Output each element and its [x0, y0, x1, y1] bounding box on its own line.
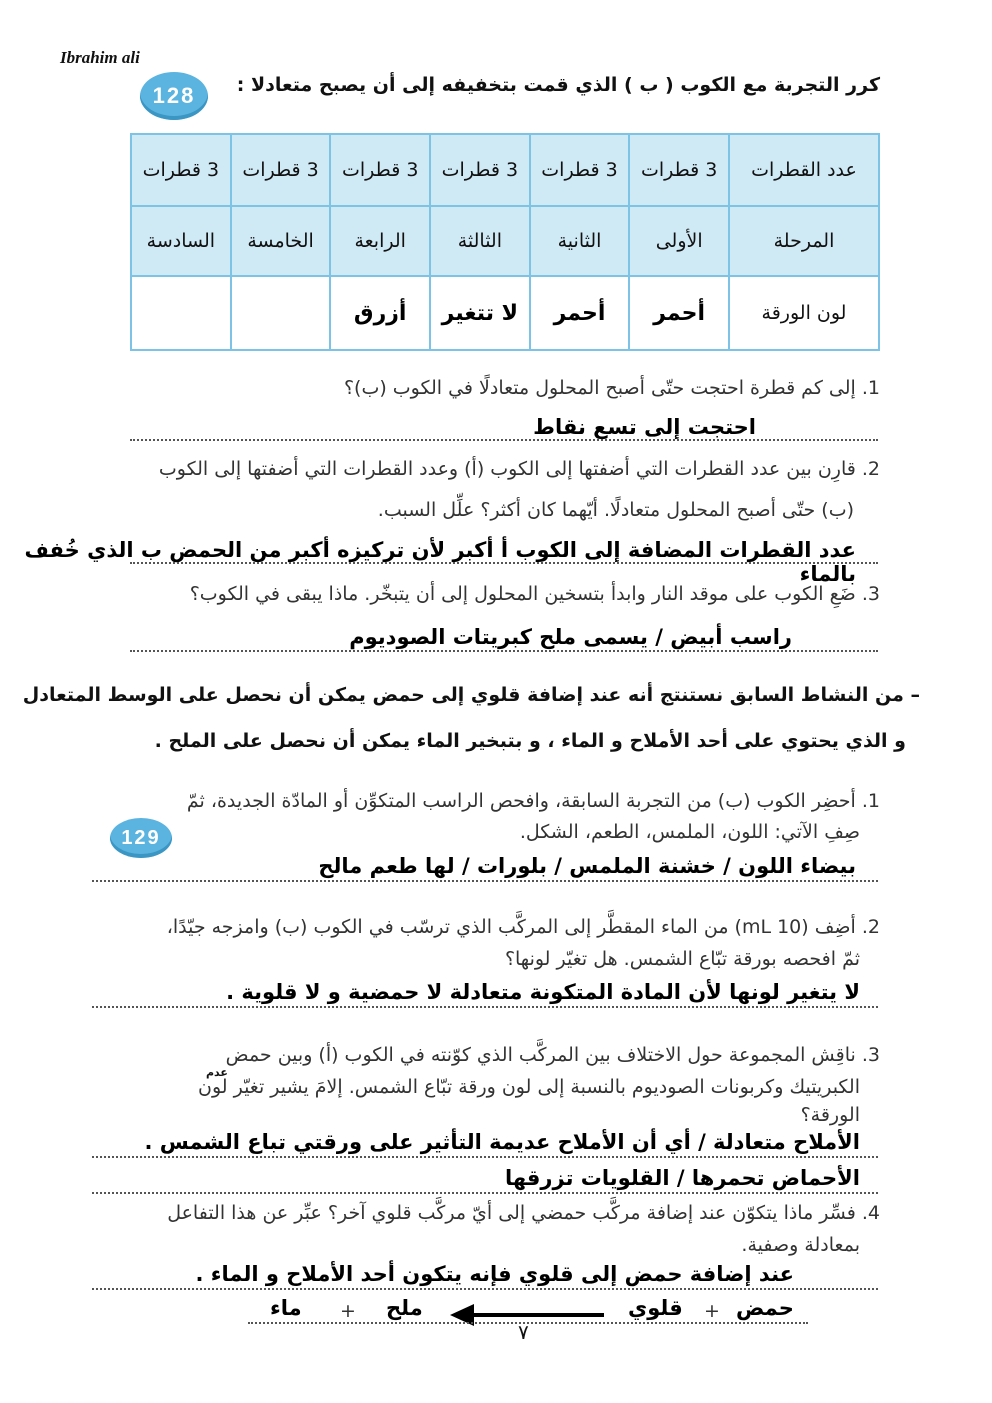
- equation-base: قلوي: [628, 1296, 683, 1320]
- answer-line: [92, 1288, 878, 1290]
- table-cell: الخامسة: [231, 206, 331, 276]
- question-1: 1. إلى كم قطرة احتجت حتّى أصبح المحلول متعادلًا في الكوب (ب)؟: [343, 377, 880, 399]
- table-answer-cell: [231, 276, 331, 350]
- table-row-color: [131, 276, 879, 350]
- table-cell: الثانية: [530, 206, 630, 276]
- table-answer-cell: [131, 276, 231, 350]
- question2-4-line-1: 4. فسِّر ماذا يتكوّن عند إضافة مركَّب حمضي إلى أيّ مركَّب قلوي آخر؟ عبِّر عن هذا التفاعل: [167, 1202, 880, 1224]
- table-cell: 3 قطرات: [231, 134, 331, 206]
- activity-table: [130, 133, 880, 351]
- table-header-stage: المرحلة: [729, 206, 879, 276]
- page-badge-129: 129: [110, 818, 172, 858]
- author-name: Ibrahim ali: [60, 48, 140, 67]
- answer-line: [92, 880, 878, 882]
- table-cell: 3 قطرات: [131, 134, 231, 206]
- equation-water: ماء: [270, 1296, 302, 1320]
- table-cell: السادسة: [131, 206, 231, 276]
- answer2-3-line-1: الأملاح متعادلة / أي أن الأملاح عديمة التأثير على ورقتي تباع الشمس .: [144, 1130, 860, 1154]
- question2-3-line-1: 3. ناقِش المجموعة حول الاختلاف بين المركَّب الذي كوّنته في الكوب (أ) وبين حمض: [225, 1044, 880, 1066]
- table-cell: الثالثة: [430, 206, 530, 276]
- table-cell: الرابعة: [330, 206, 430, 276]
- answer-3: راسب أبيض / يسمى ملح كبريتات الصوديوم: [349, 625, 792, 649]
- equation-acid: حمض: [736, 1296, 794, 1320]
- answer2-4: عند إضافة حمض إلى قلوي فإنه يتكون أحد الأملاح و الماء .: [195, 1262, 794, 1286]
- question2-2-line-2: ثمّ افحصه بورقة تبّاع الشمس. هل تغيّر لونها؟: [504, 948, 860, 970]
- question2-1-line-2: صِفِ الآتي: اللون، الملمس، الطعم، الشكل.: [519, 821, 860, 843]
- answer2-1: بيضاء اللون / خشنة الملمس / بلورات / لها طعم مالح: [318, 854, 856, 878]
- equation-plus: +: [340, 1300, 356, 1322]
- question-2-line-1: 2. قارِن بين عدد القطرات التي أضفتها إلى الكوب (أ) وعدد القطرات التي أضفتها إلى الكوب: [158, 458, 880, 480]
- question-3: 3. ضَعِ الكوب على موقد النار وابدأ بتسخين المحلول إلى أن يتبخّر. ماذا يبقى في الكوب؟: [189, 583, 880, 605]
- page-badge-128: 128: [140, 72, 208, 120]
- answer2-3-line-2: الأحماض تحمرها / القلويات تزرقها: [504, 1166, 860, 1190]
- answer-line: [92, 1006, 878, 1008]
- page-number: ٧: [518, 1320, 529, 1344]
- table-answer-cell: لا تتغير: [430, 276, 530, 350]
- answer-line: [130, 439, 878, 441]
- question2-2-line-1: 2. أضِف (10 mL) من الماء المقطَّر إلى المركَّب الذي ترسّب في الكوب (ب) وامزجه جيّدًا،: [166, 916, 880, 938]
- table-cell: 3 قطرات: [530, 134, 630, 206]
- answer-line: [130, 650, 878, 652]
- table-cell: 3 قطرات: [629, 134, 729, 206]
- table-header-drops: عدد القطرات: [729, 134, 879, 206]
- equation-plus: +: [704, 1300, 720, 1322]
- handwritten-insert: عدم: [206, 1066, 228, 1079]
- conclusion-line-1: – من النشاط السابق نستنتج أنه عند إضافة قلوي إلى حمض يمكن أن نحصل على الوسط المتعادل: [22, 684, 920, 706]
- answer2-2: لا يتغير لونها لأن المادة المتكونة متعادلة لا حمضية و لا قلوية .: [226, 980, 860, 1004]
- question2-3-line-3: الورقة؟: [800, 1104, 860, 1126]
- answer-line: [92, 1192, 878, 1194]
- instruction-text: كرر التجربة مع الكوب ( ب ) الذي قمت بتخفيفه إلى أن يصبح متعادلا :: [236, 74, 880, 96]
- table-answer-cell: أحمر: [530, 276, 630, 350]
- answer-line: [92, 1156, 878, 1158]
- question-2-line-2: (ب) حتّى أصبح المحلول متعادلًا. أيّهما كان أكثر؟ علِّل السبب.: [377, 499, 854, 521]
- table-row-drops: [131, 134, 879, 206]
- table-answer-cell: أزرق: [330, 276, 430, 350]
- table-row-stage: [131, 206, 879, 276]
- table-cell: الأولى: [629, 206, 729, 276]
- equation-salt: ملح: [386, 1296, 423, 1320]
- answer-2: عدد القطرات المضافة إلى الكوب أ أكبر لأن تركيزه أكبر من الحمض ب الذي خُفف بالماء: [24, 538, 856, 586]
- conclusion-line-2: و الذي يحتوي على أحد الأملاح و الماء ، و بتبخير الماء يمكن أن نحصل على الملح .: [154, 730, 906, 752]
- table-answer-cell: أحمر: [629, 276, 729, 350]
- answer-1: احتجت إلى تسع نقاط: [533, 415, 756, 439]
- question2-4-line-2: بمعادلة وصفية.: [741, 1234, 860, 1256]
- table-header-color: لون الورقة: [729, 276, 879, 350]
- table-cell: 3 قطرات: [430, 134, 530, 206]
- table-cell: 3 قطرات: [330, 134, 430, 206]
- question2-1-line-1: 1. أحضِر الكوب (ب) من التجربة السابقة، وافحص الراسب المتكوِّن أو المادّة الجديدة، ثمّ: [186, 790, 880, 812]
- answer-line: [130, 562, 878, 564]
- question2-3-line-2: الكبريتيك وكربونات الصوديوم بالنسبة إلى لون ورقة تبّاع الشمس. إلامَ يشير تغيّر لون: [197, 1076, 860, 1098]
